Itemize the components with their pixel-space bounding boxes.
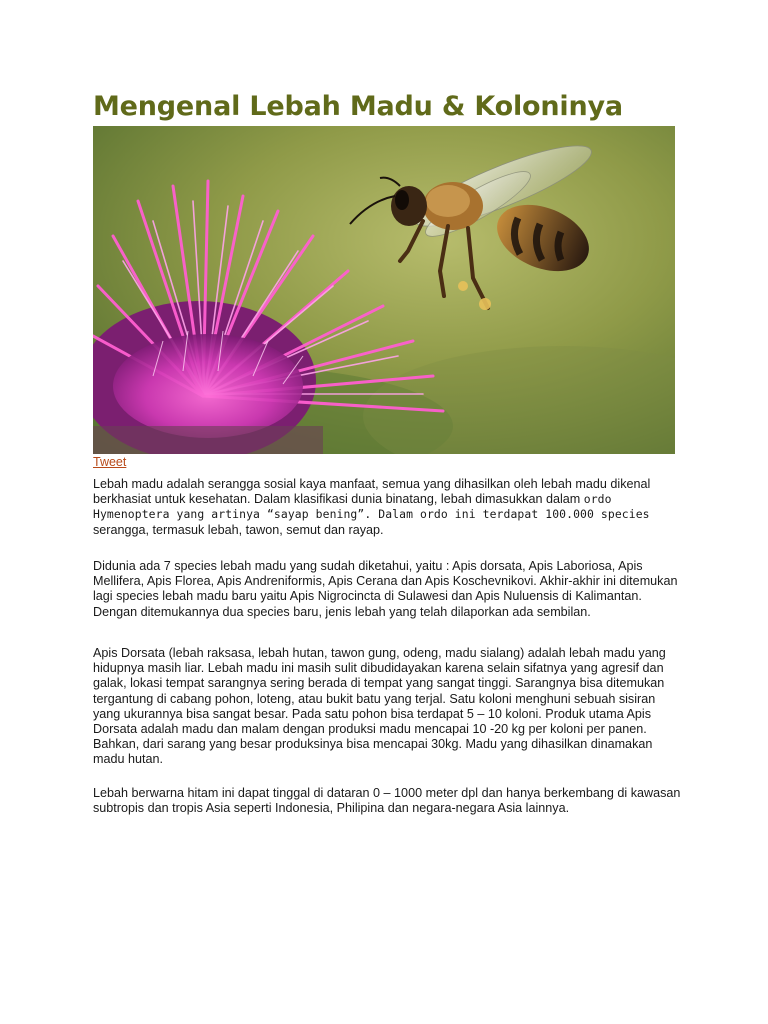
paragraph-intro-part1: Lebah madu adalah serangga sosial kaya manfaat, semua yang dihasilkan oleh lebah madu dikenal berkhasiat untuk kesehatan. Dalam klasifikasi dunia binatang, lebah dimasukkan dalam bbox=[93, 477, 651, 507]
paragraph-species: Didunia ada 7 species lebah madu yang sudah diketahui, yaitu : Apis dorsata, Apis Laboriosa, Apis Mellifera, Apis Florea, Apis Andreniformis, Apis Cerana dan Apis Koschevnikovi. Akhir-akhir ini ditemukan lagi species lebah madu baru yaitu Apis Nigrocincta di Sulawesi dan Apis Nuluensis di Kalimantan. Dengan ditemukannya dua species baru, jenis lebah yang telah dilaporkan ada sembilan. bbox=[93, 559, 678, 619]
tweet-link[interactable]: Tweet bbox=[93, 455, 127, 469]
page-title: Mengenal Lebah Madu & Koloninya bbox=[93, 91, 623, 122]
bee-flower-photo bbox=[93, 126, 675, 454]
paragraph-intro-part2: ordo Hymenoptera yang artinya “sayap bening”. Dalam ordo ini terdapat 100.000 species bbox=[93, 492, 650, 522]
paragraph-apis-dorsata: Apis Dorsata (lebah raksasa, lebah hutan, tawon gung, odeng, madu sialang) adalah lebah madu yang hidupnya masih liar. Lebah madu ini masih sulit dibudidayakan karena selain sifatnya yang agresif dan galak, lokasi tempat sarangnya sering berada di tempat yang sangat tinggi. Sarangnya bisa ditemukan tergantung di cabang pohon, loteng, atau bukit batu yang terjal. Satu koloni menghuni sebuah sisiran yang ukurannya bisa sangat besar. Pada satu pohon bisa terdapat 5 – 10 koloni. Produk utama Apis Dorsata adalah madu dan malam dengan produksi madu mencapai 10 -20 kg per koloni per panen. Bahkan, dari sarang yang besar produksinya bisa mencapai 30kg. Madu yang dihasilkan dinamakan madu hutan. bbox=[93, 646, 666, 767]
paragraph-intro bbox=[93, 477, 683, 538]
paragraph-intro-part3: serangga, termasuk lebah, tawon, semut dan rayap. bbox=[93, 522, 384, 537]
paragraph-habitat: Lebah berwarna hitam ini dapat tinggal di dataran 0 – 1000 meter dpl dan hanya berkembang di kawasan subtropis dan tropis Asia seperti Indonesia, Philipina dan negara-negara Asia lainnya. bbox=[93, 786, 681, 816]
